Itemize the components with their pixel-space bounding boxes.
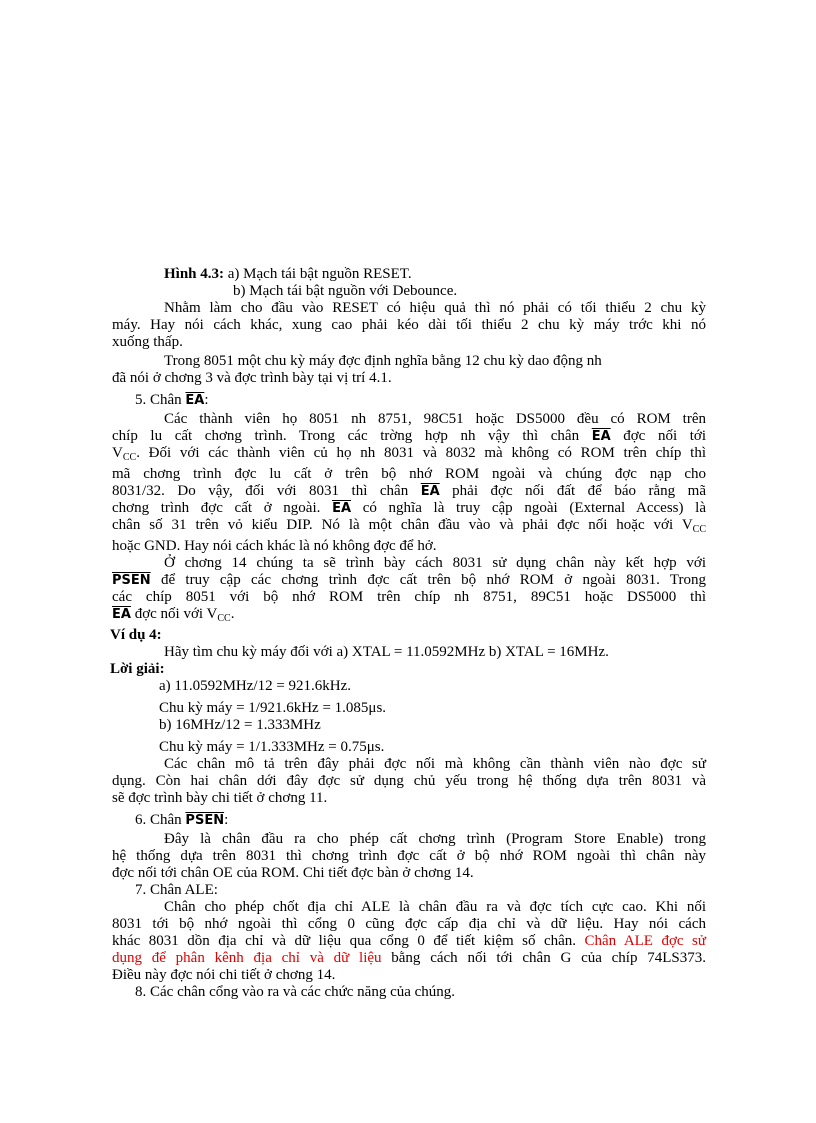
para-psen-line-1: Đây là chân đầu ra cho phép cất chơng trình (Program Store Enable) trong (164, 831, 706, 847)
section-ea-heading (112, 392, 706, 409)
vcc-v: V (112, 445, 123, 461)
para-ch14-line-3: các chíp 8051 với bộ nhớ ROM trên chíp nh 8751, 89C51 hoặc DS5000 thì (112, 589, 706, 605)
para-ch14-line-2-b: để truy cập các chơng trình đợc cất trên bộ nhớ ROM ở ngoài 8031. Trong (150, 572, 706, 588)
section-ea-label: 5. Chân (135, 392, 186, 408)
para-ale-line-4 (112, 950, 706, 967)
vcc-sub: CC (122, 452, 137, 463)
para-ea-line-8: hoặc GND. Hay nói cách khác là nó không đợc để hở. (112, 538, 437, 554)
solution-b-cycle-text: Chu kỳ máy = 1/1.333MHz = 0.75 (159, 739, 367, 755)
section-psen-label: 6. Chân (135, 812, 186, 828)
para-ea-line-7-a: chân số 31 trên vỏ kiểu DIP. Nó là một chân đầu vào và phải đợc nối hoặc với V (112, 517, 693, 533)
solution-a-cycle-end: s. (376, 700, 387, 716)
section-psen-heading (112, 812, 706, 829)
solution-b-cycle-end: s. (374, 739, 385, 755)
para-ea-line-3 (112, 445, 706, 466)
section-psen-colon: : (224, 812, 229, 828)
para-ea-line-5-a: 8031/32. Do vậy, đối với 8031 thì chân (112, 483, 421, 499)
para-ale-line-4-b: bằng cách nối tới chân G của chíp 74LS373. (381, 950, 706, 966)
solution-a-cycle (112, 700, 706, 717)
para-ea-line-6 (112, 500, 706, 517)
psen-symbol: PSEN (112, 573, 151, 588)
ale-highlight-1: Chân ALE đợc sử (584, 933, 706, 949)
para-ea-line-1: Các thành viên họ 8051 nh 8751, 98C51 hoặc DS5000 đều có ROM trên (164, 411, 706, 427)
para-ale-line-3-a: khác 8031 dồn địa chỉ và dữ liệu qua cổng 0 để tiết kiệm số chân. (112, 933, 585, 949)
micro-unit: μ (368, 700, 377, 716)
para-ea-line-5 (112, 483, 706, 500)
para-ea-line-2-a: chíp lu cất chơng trình. Trong các trờng hợp nh vậy thì chân (112, 428, 592, 444)
para-ch14-line-2 (112, 572, 706, 589)
para-reset-line-3: xuống thấp. (112, 334, 183, 350)
vcc-sub: CC (217, 613, 231, 624)
solution-a-cycle-text: Chu kỳ máy = 1/921.6kHz = 1.085 (159, 700, 369, 716)
solution-a: a) 11.0592MHz/12 = 921.6kHz. (159, 678, 352, 694)
para-ch14-line-4-a: đợc nối với V (130, 606, 218, 622)
ea-symbol: $\overline{EA}$ (591, 429, 611, 444)
ea-symbol: $\overline{EA}$ (420, 484, 440, 499)
para-ea-line-2-b: đợc nối tới (610, 428, 706, 444)
ale-highlight-2: dụng để phân kênh địa chỉ và dữ liệu (112, 950, 382, 966)
para-ale-line-1: Chân cho phép chốt địa chỉ ALE là chân đầu ra và đợc tích cực cao. Khi nối (164, 899, 706, 915)
para-ea-line-3-b: . Đối với các thành viên củ họ nh 8031 và 8032 mà không có ROM trên chíp thì (136, 445, 706, 461)
para-ea-line-5-b: phải đợc nối đất để báo rằng mã (439, 483, 706, 499)
para-psen-line-3: đợc nối tới chân OE của ROM. Chi tiết đợc bàn ở chơng 14. (112, 865, 474, 881)
para-ale-line-5: Điều này đợc nói chi tiết ở chơng 14. (112, 967, 336, 983)
caption-part-a: a) Mạch tái bật nguồn RESET. (224, 266, 412, 282)
para-ch14-line-4 (112, 606, 706, 627)
para-ch14-line-1: Ở chơng 14 chúng ta sẽ trình bày cách 8031 sử dụng chân này kết hợp với (164, 555, 706, 571)
figure-caption (112, 266, 706, 283)
section-ea-colon: : (204, 392, 209, 408)
micro-unit: μ (366, 739, 375, 755)
ea-symbol: $\overline{EA}$ (332, 501, 352, 516)
psen-symbol: PSEN (185, 813, 225, 828)
para-ale-line-2: 8031 tới bộ nhớ ngoài thì cổng 0 cũng đợc cấp địa chỉ và dữ liệu. Hay nói cách (112, 916, 706, 932)
para-cycle-line-1: Trong 8051 một chu kỳ máy đợc định nghĩa bằng 12 chu kỳ dao động nh (164, 353, 602, 369)
section-ale-heading: 7. Chân ALE: (135, 882, 218, 898)
para-reset-line-1: Nhằm làm cho đầu vào RESET có hiệu quả thì nó phải có tối thiểu 2 chu kỳ (164, 300, 706, 316)
caption-label: Hình 4.3: (164, 266, 225, 282)
para-pins-line-2: dụng. Còn hai chân dới đây đợc sử dụng chủ yếu trong hệ thống dựa trên 8031 và (112, 773, 706, 789)
vcc-sub: CC (692, 524, 706, 535)
example-label: Ví dụ 4: (110, 627, 162, 643)
para-ea-line-7 (112, 517, 706, 538)
para-pins-line-1: Các chân mô tả trên đây phải đợc nối mà không cần thành viên nào đợc sử (164, 756, 706, 772)
solution-b-cycle (112, 739, 706, 756)
para-ale-line-3 (112, 933, 706, 950)
para-ea-line-6-b: có nghĩa là truy cập ngoài (External Access) là (351, 500, 706, 516)
caption-part-b: b) Mạch tái bật nguồn với Debounce. (233, 283, 458, 299)
section-io-heading: 8. Các chân cổng vào ra và các chức năng của chúng. (135, 984, 456, 1000)
solution-b: b) 16MHz/12 = 1.333MHz (159, 717, 321, 733)
page-content (112, 266, 706, 1001)
para-ea-line-4: mã chơng trình đợc lu cất ở trên bộ nhớ ROM ngoài và chúng đợc nạp cho (112, 466, 706, 482)
para-ch14-line-4-b: . (230, 606, 235, 622)
para-ea-line-2 (112, 428, 706, 445)
ea-symbol: $\overline{EA}$ (185, 393, 205, 408)
ea-symbol: $\overline{EA}$ (112, 607, 131, 622)
solution-label: Lời giải: (110, 661, 165, 677)
para-cycle-line-2: đã nói ở chơng 3 và đợc trình bày tại vị trí 4.1. (112, 370, 392, 386)
para-pins-line-3: sẽ đợc trình bày chi tiết ở chơng 11. (112, 790, 328, 806)
para-reset-line-2: máy. Hay nói cách khác, xung cao phải kéo dài tối thiểu 2 chu kỳ máy trớc khi nó (112, 317, 706, 333)
example-question: Hãy tìm chu kỳ máy đối với a) XTAL = 11.0592MHz b) XTAL = 16MHz. (164, 644, 609, 660)
para-psen-line-2: hệ thống dựa trên 8031 thì chơng trình đợc cất ở bộ nhớ ROM ngoài thì chân này (112, 848, 706, 864)
para-ea-line-6-a: chơng trình đợc cất ở ngoài. (112, 500, 333, 516)
